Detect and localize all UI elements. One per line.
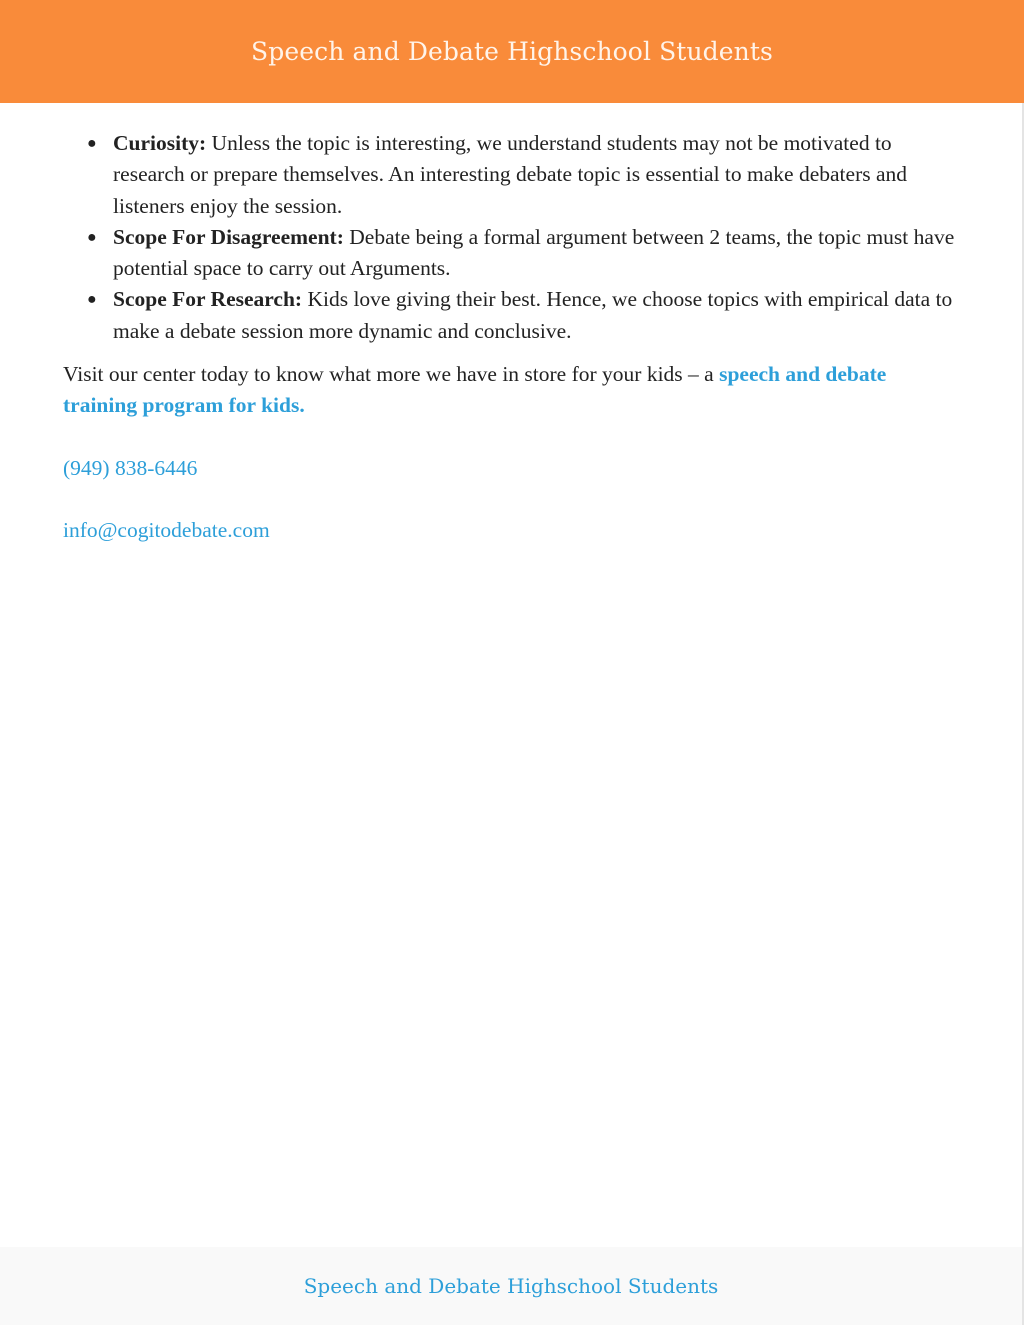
training-program-link[interactable]: speech and debate training program for kids. — [63, 362, 887, 418]
bullet-icon: ● — [87, 228, 97, 246]
bullet-text: Kids love giving their best. Hence, we choose topics with empirical data to make a debate session more dynamic and conclusive. — [113, 287, 953, 343]
visit-text: Visit our center today to know what more we have in store for your kids – a — [63, 362, 720, 387]
bullet-term: Curiosity: — [113, 131, 207, 155]
page-header — [0, 0, 1024, 103]
article-content — [63, 128, 963, 546]
bullet-text: Debate being a formal argument between 2 teams, the topic must have potential space to carry out Arguments. — [113, 224, 955, 281]
list-item — [87, 222, 963, 285]
page-title: Speech and Debate Highschool Students — [251, 37, 773, 66]
page-footer — [0, 1247, 1022, 1325]
contact-phone-paragraph — [63, 453, 963, 484]
bullet-icon: ● — [87, 291, 97, 309]
bullet-term: Scope For Research: — [113, 287, 303, 312]
email-link[interactable]: info@cogitodebate.com — [63, 517, 270, 542]
bullet-text: Unless the topic is interesting, we understand students may not be motivated to research or prepare themselves. An interesting debate topic is essential to make debaters and listeners enjoy the session. — [113, 131, 908, 218]
phone-link[interactable]: (949) 838-6446 — [63, 455, 198, 480]
bullet-icon: ● — [87, 135, 97, 152]
footer-link[interactable]: Speech and Debate Highschool Students — [303, 1274, 719, 1298]
bullet-term: Scope For Disagreement: — [113, 224, 344, 249]
bullet-list — [63, 128, 963, 347]
list-item — [87, 284, 963, 347]
contact-email-paragraph — [63, 515, 963, 546]
visit-paragraph — [63, 359, 963, 422]
list-item — [87, 128, 963, 222]
